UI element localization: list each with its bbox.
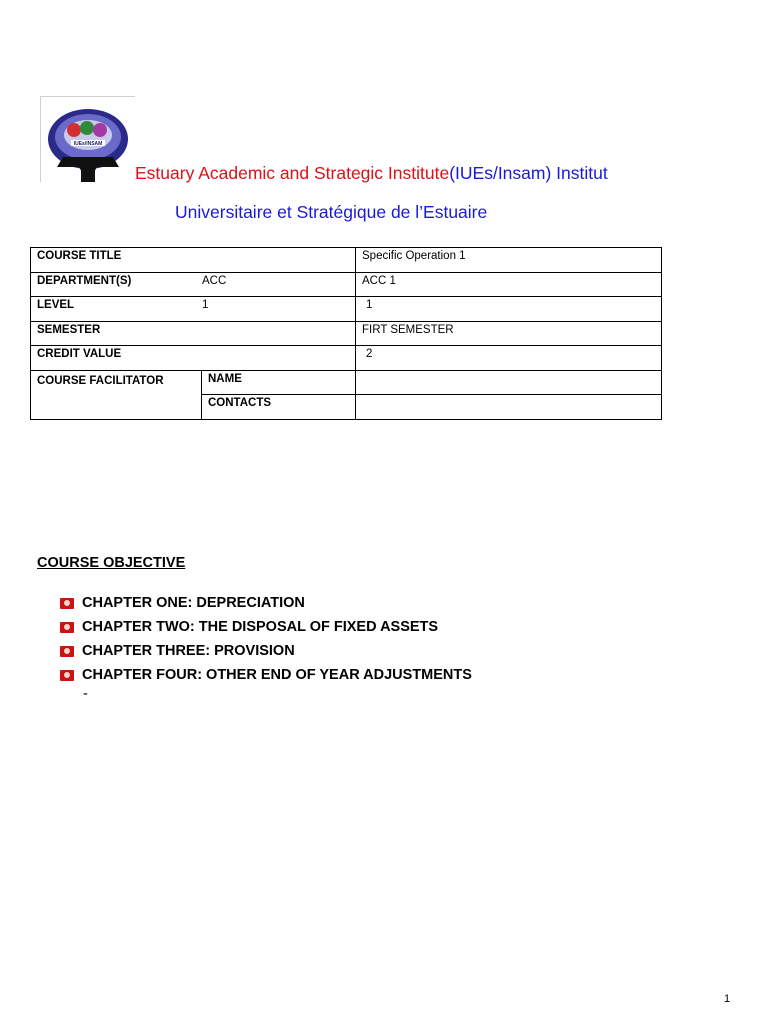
square-bullet-icon: [60, 622, 74, 633]
contacts-value: [356, 395, 662, 420]
table-row: [31, 248, 662, 273]
chapter-text: CHAPTER TWO: THE DISPOSAL OF FIXED ASSETS: [82, 619, 439, 635]
name-label: NAME: [202, 370, 356, 395]
list-item: [60, 663, 472, 687]
department-code: ACC: [202, 274, 227, 287]
list-item: [60, 639, 472, 663]
credit-label: CREDIT VALUE: [31, 346, 356, 371]
chapter-text: CHAPTER FOUR: OTHER END OF YEAR ADJUSTMENTS: [82, 667, 472, 683]
facilitator-label: COURSE FACILITATOR: [31, 370, 202, 419]
semester-label: SEMESTER: [31, 321, 356, 346]
level-cell: [31, 297, 356, 322]
table-row: [31, 321, 662, 346]
course-title-value: Specific Operation 1: [356, 248, 662, 273]
course-info-table: [30, 247, 662, 420]
table-row: [31, 370, 662, 395]
table-row: [31, 297, 662, 322]
level-code: 1: [202, 299, 209, 311]
department-cell: [31, 272, 356, 297]
level-value: 1: [356, 297, 662, 322]
department-value: ACC 1: [356, 272, 662, 297]
course-objective-heading: COURSE OBJECTIVE: [37, 555, 186, 571]
chapter-text: CHAPTER THREE: PROVISION: [82, 643, 295, 659]
level-label: LEVEL: [37, 299, 75, 311]
table-row: [31, 346, 662, 371]
semester-value: FIRT SEMESTER: [356, 321, 662, 346]
institute-name-abbrev: (IUEs/Insam) Institut: [449, 163, 608, 183]
department-label: DEPARTMENT(S): [37, 274, 132, 287]
list-item: [60, 591, 472, 615]
contacts-label: CONTACTS: [202, 395, 356, 420]
institute-name: [135, 163, 608, 184]
institute-name-english: Estuary Academic and Strategic Institute: [135, 163, 450, 183]
course-title-label: COURSE TITLE: [31, 248, 356, 273]
page-number: 1: [724, 993, 731, 1005]
square-bullet-icon: [60, 646, 74, 657]
institute-name-french: Universitaire et Stratégique de l’Estuaire: [175, 202, 488, 222]
square-bullet-icon: [60, 670, 74, 681]
list-item: [60, 615, 472, 639]
trailing-dash: -: [83, 686, 88, 702]
institute-logo-icon: [41, 97, 135, 182]
credit-value: 2: [356, 346, 662, 371]
chapter-list: [60, 591, 472, 687]
table-row: [31, 272, 662, 297]
chapter-text: CHAPTER ONE: DEPRECIATION: [82, 595, 305, 611]
institute-logo: [40, 96, 135, 182]
logo-text: IUEs/INSAM: [73, 141, 103, 147]
name-value: [356, 370, 662, 395]
square-bullet-icon: [60, 598, 74, 609]
